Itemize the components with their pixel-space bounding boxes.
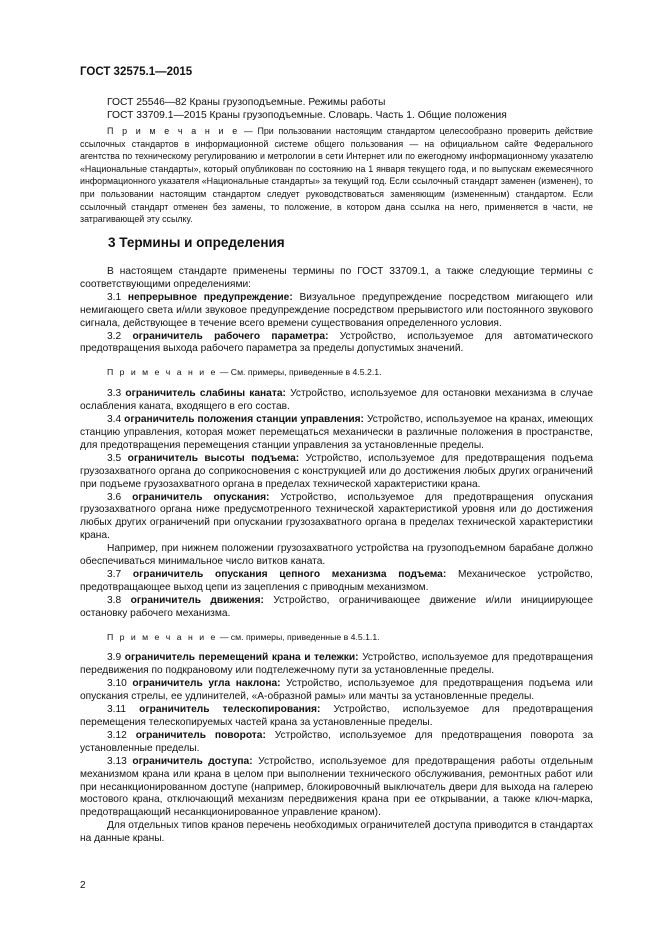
note-3-2: П р и м е ч а н и е — См. примеры, приведенные в 4.5.2.1.: [107, 367, 382, 378]
term-3-12: 3.12 ограничитель поворота: Устройство, используемое для предотвращения поворота за установленные пределы.: [80, 729, 593, 754]
term-3-8: 3.8 ограничитель движения: Устройство, ограничивающее движение и/или инициирующее остановку рабочего механизма.: [80, 594, 593, 619]
term-3-11: 3.11 ограничитель телескопирования: Устройство, используемое для предотвращения перемещения телескопируемых частей крана за установленные пределы.: [80, 704, 593, 728]
term-3-6: 3.6 ограничитель опускания: Устройство, используемое для предотвращения опускания грузозахватного органа ниже предусмотренного технической характеристикой уровня или до достижения любых других ограничений при опускании грузозахватного органа в пределах технической характеристики крана.: [80, 491, 593, 542]
terms-body: [80, 266, 593, 846]
term-3-9: 3.9 ограничитель перемещений крана и тележки: Устройство, используемое для предотвращения передвижения по подкрановому или подтележечному пути за установленные пределы.: [80, 652, 593, 677]
term-3-7: 3.7 ограничитель опускания цепного механизма подъема: Механическое устройство, предотвращающее выход цепи из зацепления с приводным механизмом.: [80, 568, 593, 593]
note-label: П р и м е ч а н и е: [107, 126, 240, 136]
term-3-3: 3.3 ограничитель слабины каната: Устройство, используемое для остановки механизма в случае ослабления каната, входящего в его состав.: [80, 388, 593, 413]
term-3-2: 3.2 ограничитель рабочего параметра: Устройство, используемое для автоматического предотвращения выхода рабочего параметра за пределы допустимых значений.: [80, 330, 593, 355]
note-references: [80, 125, 593, 226]
term-3-13: 3.13 ограничитель доступа: Устройство, используемое для предотвращения работы отдельным механизмом крана или крана в целом при выполнении технического обслуживания, ремонтных работ или при несанкционированном доступе (например, блокировочный выключатель двери для выхода на галерею мостового крана, отключающий механизм передвижения крана при ее открывании, а также ключ-марка, предотвращающий несанкционированное управление краном).: [80, 755, 593, 819]
reference-list: [107, 96, 507, 122]
intro-paragraph: В настоящем стандарте применены термины по ГОСТ 33709.1, а также следующие термины с соответствующими определениями:: [80, 266, 593, 290]
term-3-4: 3.4 ограничитель положения станции управления: Устройство, используемое на кранах, имеющих станцию управления, которая может перемещаться механически в различные положения в пространстве, для предотвращения перемещения станции управления за установленные пределы.: [80, 414, 593, 451]
page-number: 2: [80, 880, 86, 891]
document-header: ГОСТ 32575.1—2015: [80, 66, 193, 78]
term-3-1: 3.1 непрерывное предупреждение: Визуальное предупреждение посредством мигающего или немигающего света и/или звуковое предупреждение посредством прерывистого или постоянного звукового сигнала, действующее в течение всего времени существования определенного условия.: [80, 291, 593, 329]
reference-item: ГОСТ 25546—82 Краны грузоподъемные. Режимы работы: [107, 97, 386, 108]
closing-paragraph: Для отдельных типов кранов перечень необходимых ограничителей доступа приводится в стандартах на данные краны.: [80, 820, 593, 845]
term-3-10: 3.10 ограничитель угла наклона: Устройство, используемое для предотвращения подъема или опускания стрелы, ее удлинителей, «А-образной рамы» или мачты за установленные пределы.: [80, 678, 593, 703]
section-heading: 3 Термины и определения: [108, 235, 285, 250]
example-paragraph: Например, при нижнем положении грузозахватного устройства на грузоподъемном барабане должно обеспечиваться минимальное число витков каната.: [80, 543, 593, 568]
reference-item: ГОСТ 33709.1—2015 Краны грузоподъемные. Словарь. Часть 1. Общие положения: [107, 110, 507, 121]
note-3-8: П р и м е ч а н и е — см. примеры, приведенные в 4.5.1.1.: [107, 631, 380, 642]
note-text: — При пользовании настоящим стандартом целесообразно проверить действие ссылочных стандартов в информационной системе общего пользования — на официальном сайте Федерального агентства по техническому регулированию и метрологии в сети Интернет или по ежегодному информационному указателю «Национальные стандарты», который опубликован по состоянию на 1 января текущего года, и по выпускам ежемесячного информационного указателя «Национальные стандарты» за текущий год. Если ссылочный стандарт заменен (изменен), то при пользовании настоящим стандартом следует руководствоваться заменяющим (измененным) стандартом. Если ссылочный стандарт отменен без замены, то положение, в котором дана ссылка на него, применяется в части, не затрагивающей эту ссылку.: [80, 126, 593, 225]
term-3-5: 3.5 ограничитель высоты подъема: Устройство, используемое для предотвращения подъема грузозахватного органа до соприкосновения с конструкцией или до достижения любых других ограничений при подъеме грузозахватного органа в пределах технической характеристики крана.: [80, 452, 593, 490]
